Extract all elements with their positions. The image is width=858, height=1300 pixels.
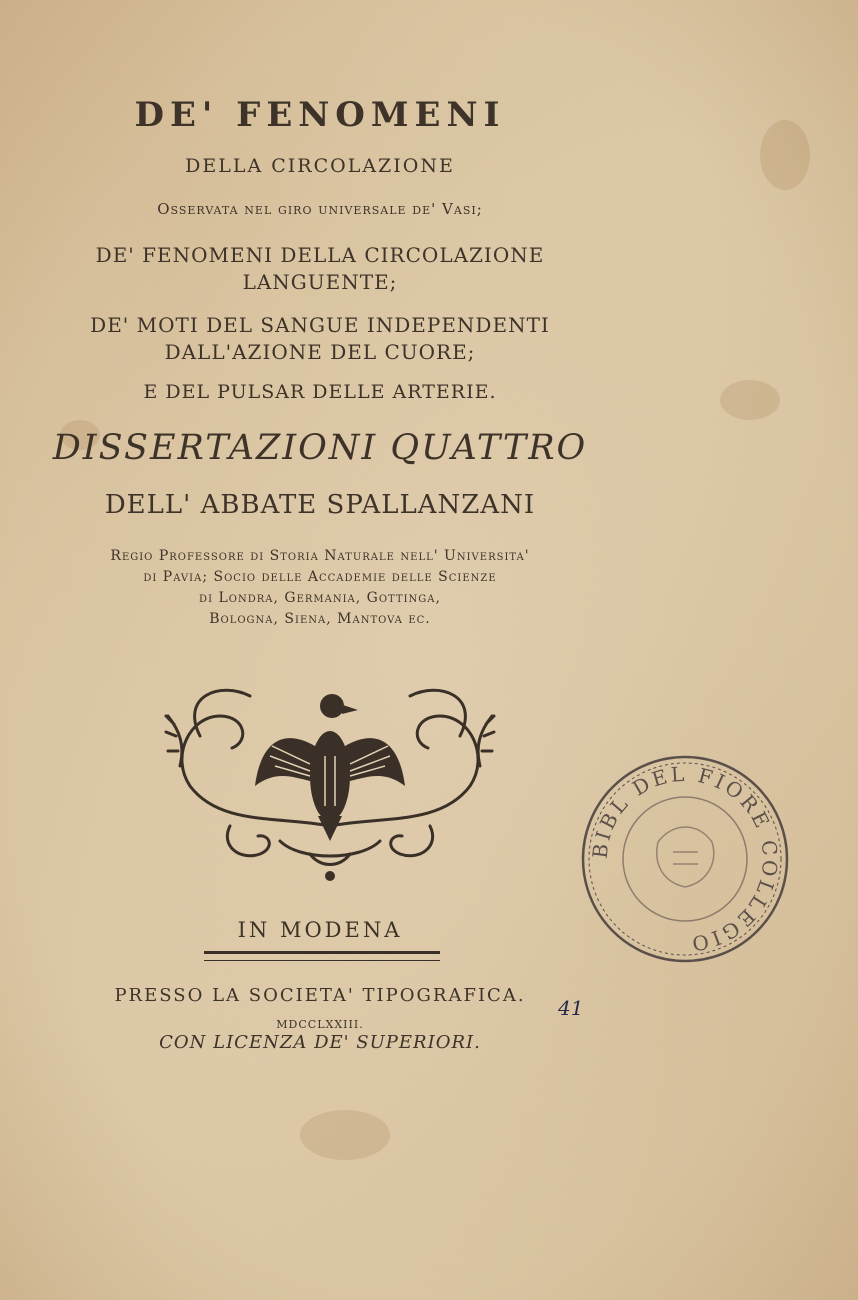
dissertations-heading: DISSERTAZIONI QUATTRO [52, 428, 588, 468]
imprint-rule [204, 951, 440, 961]
imprint-year: MDCCLXXIII. [276, 1018, 364, 1031]
imprint-publisher: PRESSO LA SOCIETA' TIPOGRAFICA. [114, 985, 526, 1006]
author-line: DELL' ABBATE SPALLANZANI [104, 490, 536, 520]
stamp-text: BIBL DEL FIORE COLLEGIO [587, 761, 783, 957]
subtitle-line: DE' MOTI DEL SANGUE INDEPENDENTI [90, 313, 550, 337]
subtitle-line: DALL'AZIONE DEL CUORE; [164, 340, 476, 364]
credentials-line: Regio Professore di Storia Naturale nell' Universita' [110, 548, 530, 564]
subtitle-line: DE' FENOMENI DELLA CIRCOLAZIONE [95, 243, 545, 267]
eagle-ornament-icon [160, 676, 500, 886]
subtitle-line: Osservata nel giro universale de' Vasi; [157, 200, 483, 218]
book-title: DE' FENOMENI [134, 95, 506, 135]
foxing-spot [300, 1110, 390, 1160]
svg-text:BIBL DEL FIORE COLLEGIO [588, 762, 783, 957]
credentials-line: di Pavia; Socio delle Accademie delle Scienze [143, 569, 497, 585]
foxing-spot [760, 120, 810, 190]
foxing-spot [720, 380, 780, 420]
credentials-line: Bologna, Siena, Mantova ec. [209, 611, 431, 627]
subtitle-line: E DEL PULSAR DELLE ARTERIE. [143, 381, 497, 403]
imprint-license: CON LICENZA DE' SUPERIORI. [159, 1032, 481, 1053]
library-stamp-icon [578, 752, 792, 966]
subtitle-line: LANGUENTE; [242, 270, 398, 294]
credentials-line: di Londra, Germania, Gottinga, [199, 590, 441, 606]
handwritten-shelf-number: 41 [558, 996, 584, 1020]
book-subtitle: DELLA CIRCOLAZIONE [185, 155, 455, 177]
imprint-place: IN MODENA [237, 918, 403, 942]
